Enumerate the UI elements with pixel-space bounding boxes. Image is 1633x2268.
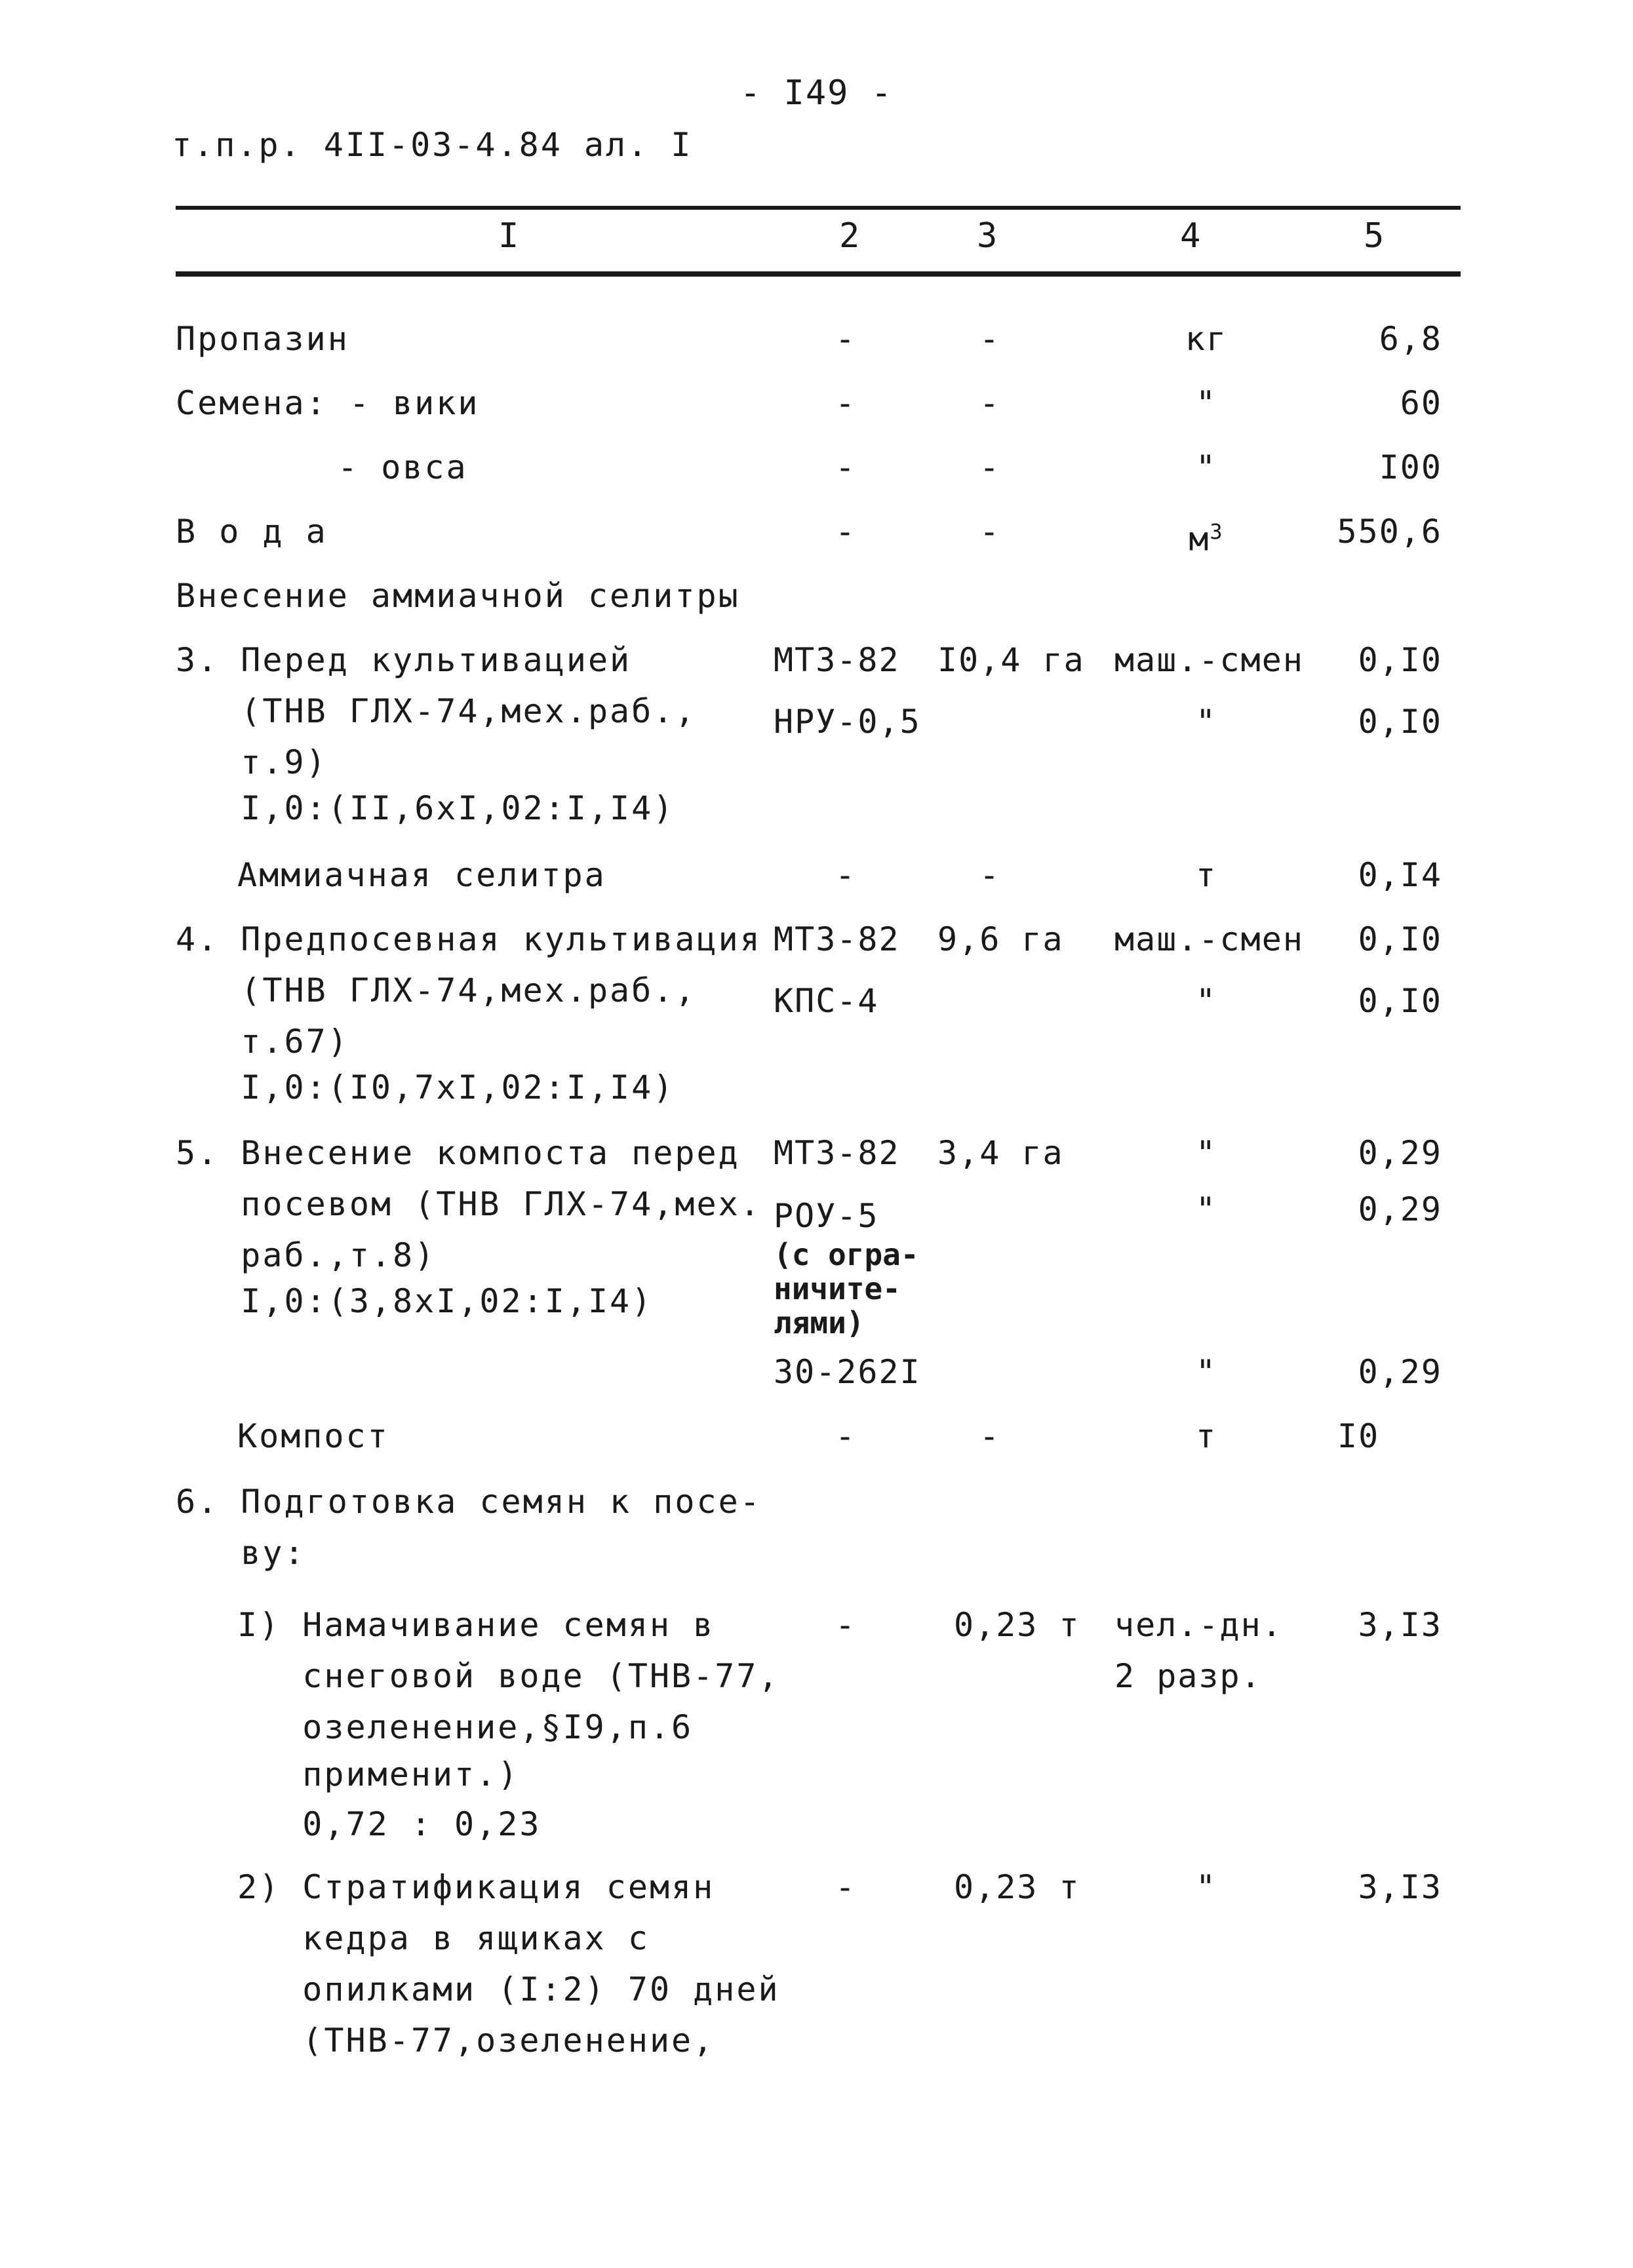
- row-label-line: т.9): [176, 743, 328, 781]
- section-title: Внесение аммиачной селитры: [176, 577, 740, 615]
- row-label-line: снеговой воде (ТНВ-77,: [237, 1657, 780, 1695]
- row-value: 3,I3: [1358, 1868, 1442, 1906]
- column-header-1: I: [498, 216, 519, 256]
- row-label: В о д а: [176, 513, 328, 551]
- row-label-line: (ТНВ ГЛХ-74,мех.раб.,: [176, 971, 697, 1009]
- row-value: 60: [1400, 384, 1442, 422]
- row-value: I0: [1337, 1417, 1380, 1455]
- row-value: 3,I3: [1358, 1606, 1442, 1644]
- row-label-line: 4. Предпосевная культивация: [176, 920, 762, 958]
- row-machine: -: [835, 513, 857, 551]
- row-label-line: т.67): [176, 1023, 349, 1061]
- row-unit: ": [1195, 1190, 1217, 1228]
- row-unit: т: [1195, 1417, 1217, 1455]
- row-machine: МТЗ-82: [774, 920, 900, 958]
- row-label: Аммиачная селитра: [237, 856, 606, 894]
- row-machine: -: [835, 1606, 857, 1644]
- row-machine: МТЗ-82: [774, 641, 900, 679]
- row-label-line: 0,72 : 0,23: [237, 1805, 541, 1843]
- row-label-line: озеленение,§I9,п.6: [237, 1708, 694, 1746]
- row-machine: РОУ-5: [774, 1197, 879, 1235]
- row-label: - овса: [338, 448, 468, 486]
- row-machine: КПС-4: [774, 982, 879, 1020]
- row-machine: МТЗ-82: [774, 1134, 900, 1172]
- row-unit: маш.-смен: [1114, 641, 1304, 679]
- row-label-line: 6. Подготовка семян к посе-: [176, 1483, 762, 1521]
- row-volume: -: [979, 856, 1001, 894]
- row-machine: -: [835, 448, 857, 486]
- page-number: - I49 -: [739, 73, 894, 113]
- row-value: 0,I0: [1358, 920, 1442, 958]
- row-value: 0,I0: [1358, 703, 1442, 741]
- row-label-line: I,0:(I0,7хI,02:I,I4): [176, 1068, 675, 1106]
- row-label-line: (ТНВ-77,озеленение,: [237, 2022, 715, 2060]
- row-volume: I0,4 га: [937, 641, 1085, 679]
- unit-exponent: 3: [1210, 519, 1224, 544]
- row-volume: 3,4 га: [937, 1134, 1064, 1172]
- row-machine: -: [835, 384, 857, 422]
- row-label-line: I,0:(II,6хI,02:I,I4): [176, 789, 675, 827]
- row-label-line: ву:: [176, 1534, 306, 1572]
- row-machine: -: [835, 1868, 857, 1906]
- row-unit: чел.-дн.: [1114, 1606, 1283, 1644]
- column-header-4: 4: [1180, 216, 1201, 256]
- row-unit: [1114, 506, 1298, 565]
- row-label: Семена: - вики: [176, 384, 480, 422]
- row-value: 0,I0: [1358, 641, 1442, 679]
- row-unit: 2 разр.: [1114, 1657, 1262, 1695]
- row-volume: -: [979, 320, 1001, 358]
- row-unit: ": [1195, 1353, 1217, 1391]
- row-label-line: раб.,т.8): [176, 1236, 437, 1274]
- row-machine: -: [835, 1417, 857, 1455]
- document-reference: т.п.р. 4II-03-4.84 ал. I: [172, 126, 693, 164]
- row-value: 0,I0: [1358, 982, 1442, 1020]
- row-value: 0,29: [1358, 1353, 1442, 1391]
- row-volume: 0,23 т: [954, 1868, 1080, 1906]
- machine-note-line: ничите-: [774, 1271, 901, 1306]
- row-volume: -: [979, 384, 1001, 422]
- row-label-line: (ТНВ ГЛХ-74,мех.раб.,: [176, 692, 697, 730]
- unit-text: м: [1189, 520, 1210, 558]
- row-unit: ": [1195, 1134, 1217, 1172]
- row-machine: -: [835, 856, 857, 894]
- row-label: Пропазин: [176, 320, 349, 358]
- row-label-line: применит.): [237, 1755, 520, 1793]
- row-value: I00: [1379, 448, 1442, 486]
- row-label: Компост: [237, 1417, 389, 1455]
- row-unit: кг: [1185, 320, 1228, 358]
- machine-note: [774, 1238, 919, 1340]
- row-unit: ": [1195, 1868, 1217, 1906]
- row-label-line: опилками (I:2) 70 дней: [237, 1970, 780, 2008]
- row-unit: маш.-смен: [1114, 920, 1304, 958]
- row-volume: 9,6 га: [937, 920, 1064, 958]
- row-unit: ": [1195, 384, 1217, 422]
- row-volume: -: [979, 448, 1001, 486]
- table-header-rule: [176, 271, 1461, 277]
- column-header-2: 2: [839, 216, 860, 256]
- row-label-line: посевом (ТНВ ГЛХ-74,мех.: [176, 1185, 762, 1223]
- table-top-rule: [176, 206, 1461, 210]
- row-volume: -: [979, 1417, 1001, 1455]
- row-unit: т: [1195, 856, 1217, 894]
- row-value: 0,I4: [1358, 856, 1442, 894]
- row-unit: ": [1195, 982, 1217, 1020]
- row-label-line: I) Намачивание семян в: [237, 1606, 715, 1644]
- row-label-line: кедра в ящиках с: [237, 1919, 650, 1957]
- row-value: 0,29: [1358, 1134, 1442, 1172]
- row-value: 6,8: [1379, 320, 1442, 358]
- row-volume: -: [979, 513, 1001, 551]
- row-machine: НРУ-0,5: [774, 703, 921, 741]
- row-label-line: 2) Стратификация семян: [237, 1868, 715, 1906]
- row-machine: -: [835, 320, 857, 358]
- column-header-3: 3: [977, 216, 998, 256]
- row-machine: 30-262I: [774, 1353, 921, 1391]
- row-label-line: I,0:(3,8хI,02:I,I4): [176, 1282, 654, 1320]
- row-volume: 0,23 т: [954, 1606, 1080, 1644]
- row-label-line: 3. Перед культивацией: [176, 641, 632, 679]
- column-header-5: 5: [1364, 216, 1385, 256]
- row-value: 550,6: [1337, 513, 1442, 551]
- machine-note-line: (с огра-: [774, 1237, 919, 1272]
- row-label-line: 5. Внесение компоста перед: [176, 1134, 740, 1172]
- row-value: 0,29: [1358, 1190, 1442, 1228]
- machine-note-line: лями): [774, 1305, 865, 1340]
- row-unit: ": [1195, 703, 1217, 741]
- row-unit: ": [1195, 448, 1217, 486]
